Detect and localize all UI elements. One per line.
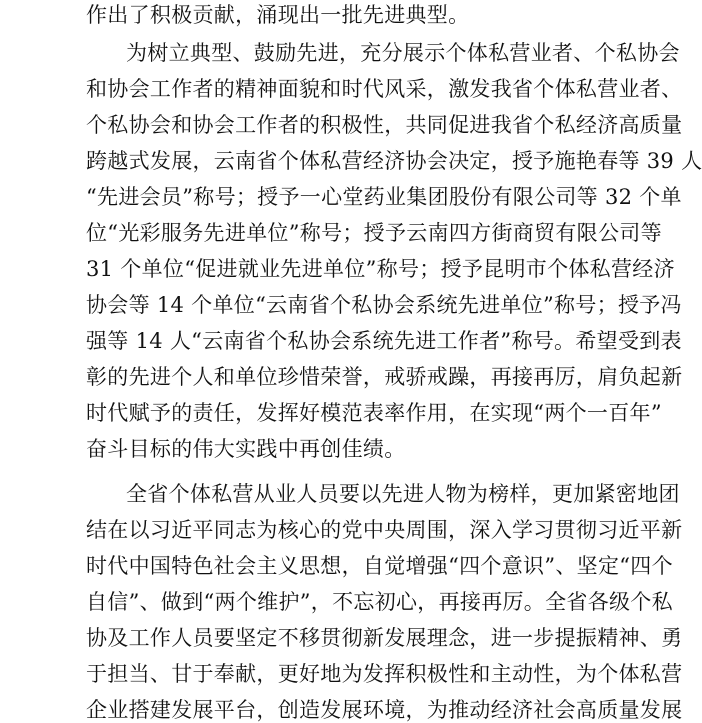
text-line: 结在以习近平同志为核心的党中央周围，深入学习贯彻习近平新 [86, 518, 683, 542]
text-line: 彰的先进个人和单位珍惜荣誉，戒骄戒躁，再接再厉，肩负起新 [86, 365, 683, 389]
text-line: 奋斗目标的伟大实践中再创佳绩。 [86, 437, 406, 461]
text-line: 个私协会和协会工作者的积极性，共同促进我省个私经济高质量 [86, 113, 683, 137]
text-line: 企业搭建发展平台，创造发展环境，为推动经济社会高质量发展 [86, 698, 683, 722]
text-line: 为树立典型、鼓励先进，充分展示个体私营业者、个私协会 [126, 41, 680, 65]
text-line: 协及工作人员要坚定不移贯彻新发展理念，进一步提振精神、勇 [86, 626, 683, 650]
text-line: 位“光彩服务先进单位”称号；授予云南四方街商贸有限公司等 [86, 221, 662, 245]
text-line: 和协会工作者的精神面貌和时代风采，激发我省个体私营业者、 [86, 77, 683, 101]
text-line: 自信”、做到“两个维护”，不忘初心，再接再厉。全省各级个私 [86, 590, 673, 614]
text-line: “先进会员”称号；授予一心堂药业集团股份有限公司等 32 个单 [86, 185, 682, 209]
text-line: 于担当、甘于奉献，更好地为发挥积极性和主动性，为个体私营 [86, 662, 683, 686]
text-line: 全省个体私营从业人员要以先进人物为榜样，更加紧密地团 [126, 482, 680, 506]
text-line: 作出了积极贡献，涌现出一批先进典型。 [86, 3, 470, 27]
text-line: 跨越式发展，云南省个体私营经济协会决定，授予施艳春等 39 人 [86, 149, 702, 173]
text-line: 时代赋予的责任，发挥好模范表率作用，在实现“两个一百年” [86, 401, 662, 425]
text-line: 31 个单位“促进就业先进单位”称号；授予昆明市个体私营经济 [86, 257, 675, 281]
text-line: 时代中国特色社会主义思想，自觉增强“四个意识”、坚定“四个 [86, 554, 673, 578]
text-line: 协会等 14 个单位“云南省个私协会系统先进单位”称号；授予冯 [86, 293, 682, 317]
text-line: 强等 14 人“云南省个私协会系统先进工作者”称号。希望受到表 [86, 329, 682, 353]
